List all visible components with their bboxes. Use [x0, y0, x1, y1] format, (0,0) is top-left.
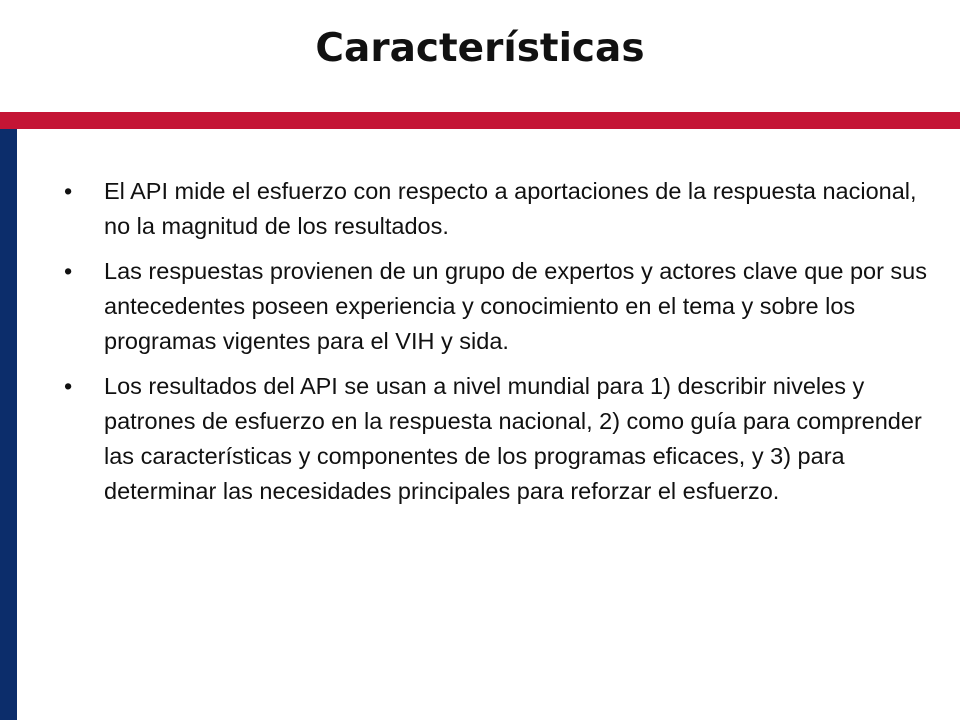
- bullet-marker: •: [64, 178, 73, 204]
- bullet-marker: •: [64, 373, 73, 399]
- bullet-text: Las respuestas provienen de un grupo de expertos y actores clave que por sus antecedentes poseen experiencia y conocimiento en el tema y sobre los programas vigentes para el VIH y sida.: [104, 258, 928, 354]
- blue-side-bar: [0, 129, 17, 720]
- bullet-item-respondents: [64, 254, 944, 359]
- bullet-item-results-usage: [64, 369, 944, 509]
- bullet-list: [64, 174, 944, 519]
- slide-title: Características: [315, 26, 645, 71]
- bullet-text: Los resultados del API se usan a nivel mundial para 1) describir niveles y patrones de esfuerzo en la respuesta nacional, 2) como guía para comprender las características y componentes de los programas eficaces, y 3) para determinar las necesidades principales para reforzar el esfuerzo.: [104, 373, 922, 504]
- bullet-text: El API mide el esfuerzo con respecto a aportaciones de la respuesta nacional, no la magnitud de los resultados.: [104, 178, 917, 239]
- red-accent-bar: [0, 112, 960, 129]
- bullet-marker: •: [64, 258, 73, 284]
- bullet-item-effort: [64, 174, 944, 244]
